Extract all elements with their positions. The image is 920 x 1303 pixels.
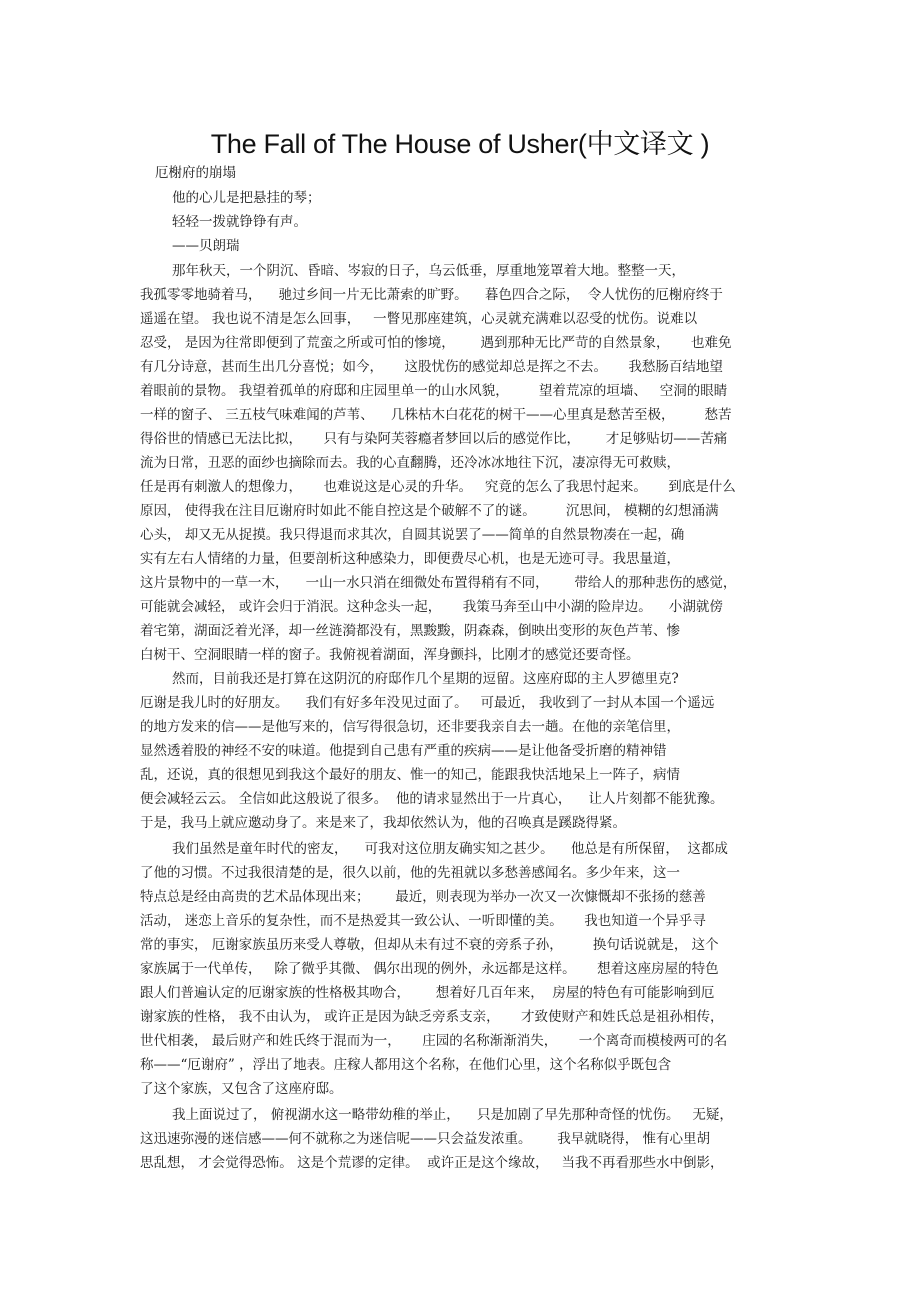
paragraph-line: 了这个家族，又包含了这座府邸。: [140, 1081, 343, 1097]
paragraph-line: 遥遥在望。 我也说不清是怎么回事， 一瞥见那座建筑，心灵就充满难以忍受的忧伤。说难以: [140, 311, 698, 327]
paragraph-line: 任是再有刺激人的想像力， 也难说这是心灵的升华。 究竟的怎么了我思忖起来。 到底是什么: [140, 479, 736, 495]
paragraph-line: 一样的窗子、 三五枝气味难闻的芦苇、 几株枯木白花花的树干——心里真是愁苦至极， 愁苦: [140, 407, 732, 423]
paragraph-line: 便会减轻云云。 全信如此这般说了很多。 他的请求显然出于一片真心， 让人片刻都不能犹豫。: [140, 791, 724, 807]
paragraph-line: 常的事实， 厄谢家族虽历来受人尊敬，但却从未有过不衰的旁系子孙， 换句话说就是， 这个: [140, 937, 719, 953]
paragraph-line: 跟人们普遍认定的厄谢家族的性格极其吻合， 想着好几百年来， 房屋的特色有可能影响到厄: [140, 985, 715, 1001]
paragraph-line: 实有左右人情绪的力量，但要剖析这种感染力，即便费尽心机，也是无迹可寻。我思量道，: [140, 551, 680, 567]
paragraph-line: 然而，目前我还是打算在这阴沉的府邸作几个星期的逗留。这座府邸的主人罗德里克?: [172, 671, 679, 687]
paragraph-line: 谢家族的性格， 我不由认为， 或许正是因为缺乏旁系支亲， 才致使财产和姓氏总是祖孙相传，: [140, 1009, 724, 1025]
paragraph-line: 乱，还说，真的很想见到我这个最好的朋友、惟一的知己，能跟我快活地呆上一阵子，病情: [140, 767, 680, 783]
paragraph-line: 活动， 迷恋上音乐的复杂性，而不是热爱其一致公认、一听即懂的美。 我也知道一个异乎寻: [140, 913, 706, 929]
paragraph-line: 家族属于一代单传， 除了微乎其微、 偶尔出现的例外，永远都是这样。 想着这座房屋的特色: [140, 961, 719, 977]
paragraph-line: 的地方发来的信——是他写来的，信写得很急切，还非要我亲自去一趟。在他的亲笔信里，: [140, 719, 680, 735]
paragraph-line: 那年秋天，一个阴沉、昏暗、岑寂的日子，乌云低垂，厚重地笼罩着大地。整整一天，: [172, 263, 685, 279]
paragraph-line: 这片景物中的一草一木， 一山一水只消在细微处布置得稍有不同， 带给人的那种悲伤的感觉，: [140, 575, 737, 591]
paragraph-line: 着宅第，湖面泛着光泽，却一丝涟漪都没有，黑黢黢，阴森森，倒映出变形的灰色芦苇、惨: [140, 623, 680, 639]
paragraph-line: 白树干、空洞眼睛一样的窗子。我俯视着湖面，浑身颤抖，比刚才的感觉还要奇怪。: [140, 647, 640, 663]
paragraph-line: 得俗世的情感已无法比拟， 只有与染阿芙蓉瘾者梦回以后的感觉作比， 才足够贴切——苦痛: [140, 431, 728, 447]
epigraph-line: 他的心儿是把悬挂的琴；: [172, 190, 321, 206]
paragraph-line: 心头， 却又无从捉摸。我只得退而求其次，自圆其说罢了——简单的自然景物凑在一起，确: [140, 527, 685, 543]
paragraph-line: 流为日常，丑恶的面纱也摘除而去。我的心直翻腾，还冷冰冰地往下沉，凄凉得无可救赎，: [140, 455, 680, 471]
epigraph-line: 轻轻一拨就铮铮有声。: [172, 214, 307, 230]
paragraph-line: 厄谢是我儿时的好朋友。 我们有好多年没见过面了。 可最近， 我收到了一封从本国一个遥远: [140, 695, 715, 711]
paragraph-line: 着眼前的景物。 我望着孤单的府邸和庄园里单一的山水风貌， 望着荒凉的垣墙、 空洞的眼睛: [140, 383, 728, 399]
paragraph-line: 有几分诗意，甚而生出几分喜悦；如今， 这股忧伤的感觉却总是挥之不去。 我愁肠百结地望: [140, 359, 723, 375]
paragraph-line: 这迅速弥漫的迷信感——何不就称之为迷信呢——只会益发浓重。 我早就晓得， 惟有心里胡: [140, 1131, 711, 1147]
paragraph-line: 特点总是经由高贵的艺术品体现出来； 最近，则表现为举办一次又一次慷慨却不张扬的慈善: [140, 889, 706, 905]
paragraph-line: 我们虽然是童年时代的密友， 可我对这位朋友确实知之甚少。 他总是有所保留， 这都成: [172, 841, 728, 857]
paragraph-line: 显然透着股的神经不安的味道。他提到自己患有严重的疾病——是让他备受折磨的精神错: [140, 743, 667, 759]
paragraph-line: 我上面说过了， 俯视湖水这一略带幼稚的举止， 只是加剧了早先那种奇怪的忧伤。 无疑，: [172, 1107, 733, 1123]
paragraph-line: 忍受， 是因为往常即便到了荒蛮之所或可怕的惨境， 遇到那种无比严苛的自然景象， 也难免: [140, 335, 732, 351]
paragraph-line: 思乱想， 才会觉得恐怖。 这是个荒谬的定律。 或许正是这个缘故， 当我不再看那些水中倒影，: [140, 1155, 724, 1171]
document-title: The Fall of The House of Usher(中文译文 ): [210, 129, 710, 159]
paragraph-line: 称——“厄谢府” ，浮出了地表。庄稼人都用这个名称，在他们心里，这个名称似乎既包含: [140, 1057, 672, 1073]
document-subtitle: 厄榭府的崩塌: [155, 165, 236, 181]
paragraph-line: 原因， 使得我在注目厄谢府时如此不能自控这是个破解不了的谜。 沉思间， 模糊的幻想涌满: [140, 503, 719, 519]
epigraph-attribution: ——贝朗瑞: [172, 238, 240, 254]
paragraph-line: 了他的习惯。不过我很清楚的是，很久以前，他的先祖就以多愁善感闻名。多少年来，这一: [140, 865, 680, 881]
paragraph-line: 世代相袭， 最后财产和姓氏终于混而为一， 庄园的名称渐渐消失， 一个离奇而模棱两可的名: [140, 1033, 728, 1049]
paragraph-line: 可能就会减轻， 或许会归于消泯。这种念头一起， 我策马奔至山中小湖的险岸边。 小湖就傍: [140, 599, 723, 615]
paragraph-line: 我孤零零地骑着马， 驰过乡间一片无比萧索的旷野。 暮色四合之际， 令人忧伤的厄榭府终于: [140, 287, 723, 303]
paragraph-line: 于是，我马上就应邀动身了。来是来了，我却依然认为，他的召唤真是蹊跷得紧。: [140, 815, 626, 831]
